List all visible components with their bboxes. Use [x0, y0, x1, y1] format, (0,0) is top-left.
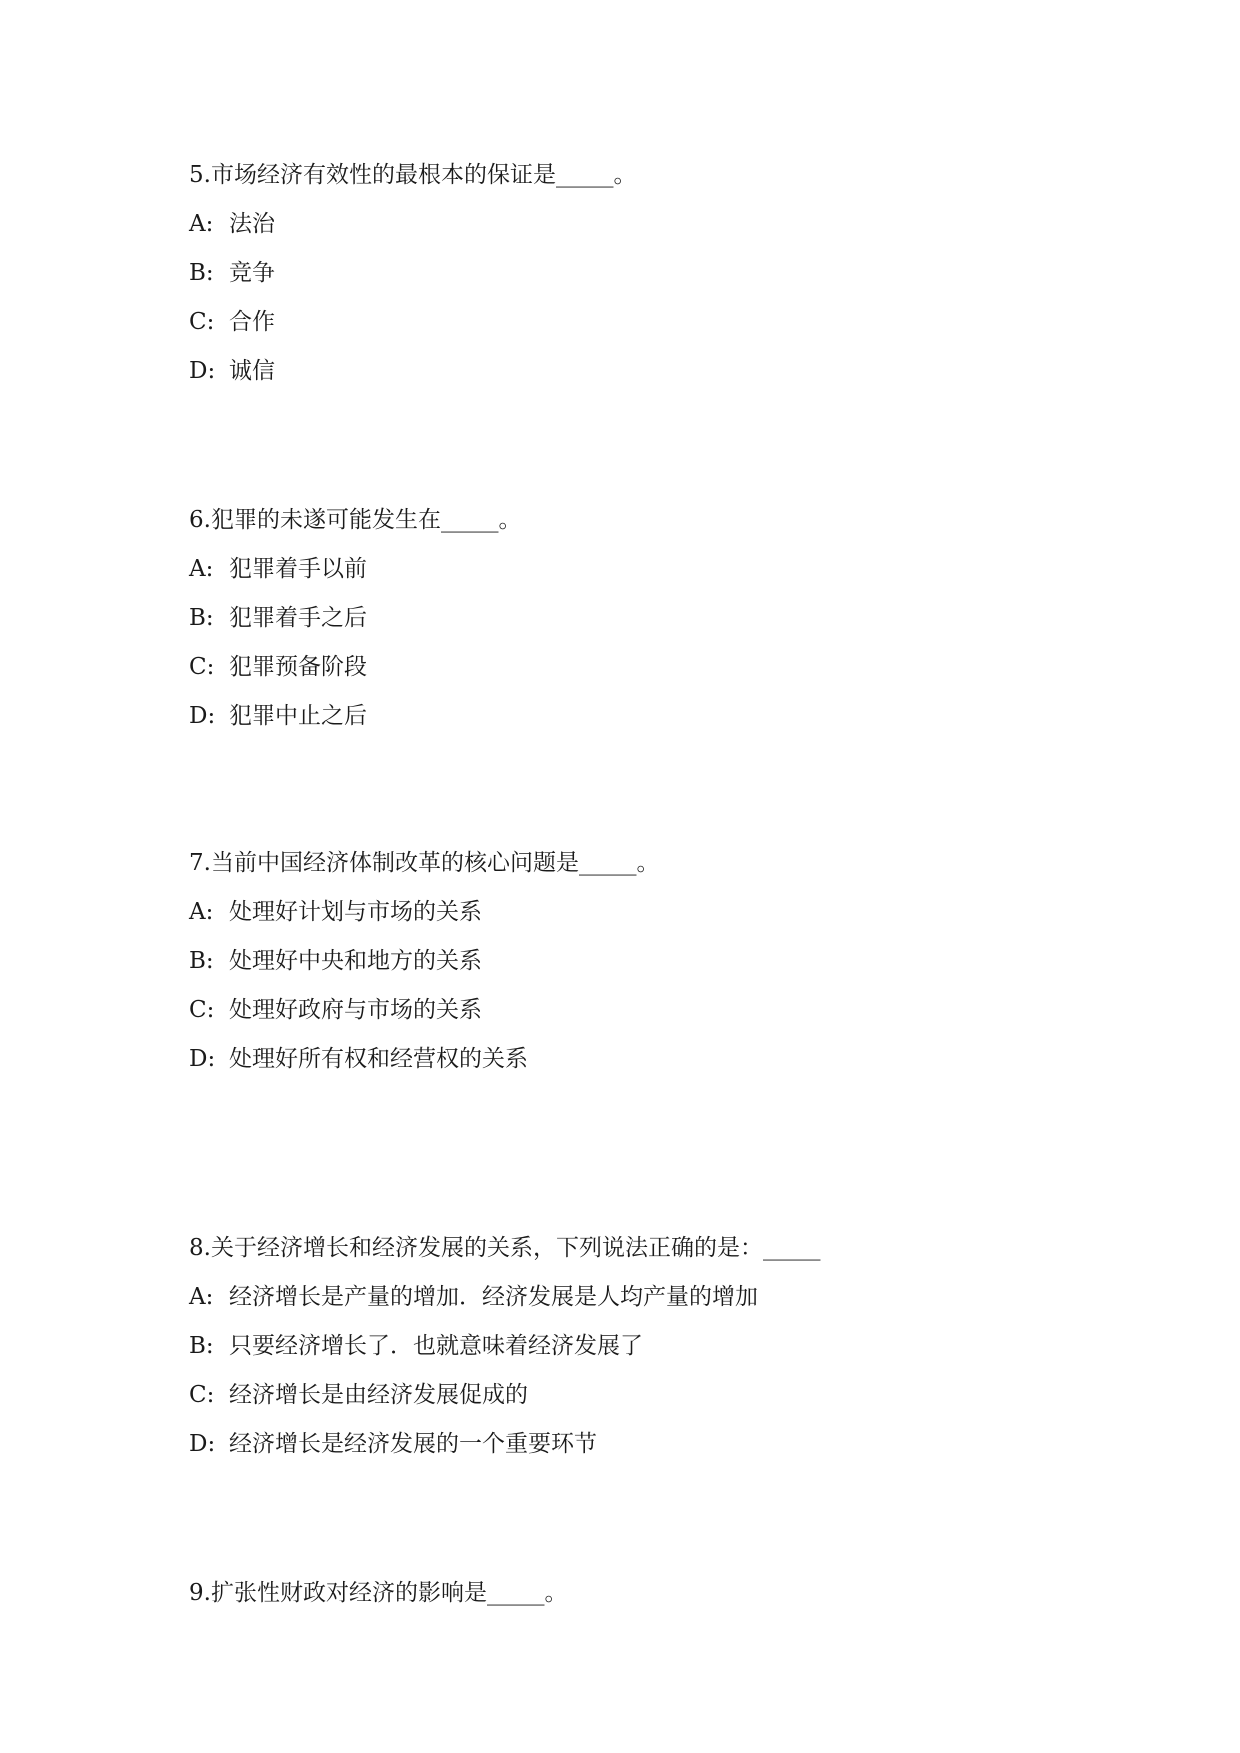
option-d — [189, 356, 1189, 386]
option-text: 法治 — [229, 211, 275, 237]
option-key: A: — [189, 1284, 214, 1310]
option-text: 犯罪预备阶段 — [229, 654, 367, 680]
option-c — [189, 1380, 1189, 1410]
option-d — [189, 1429, 1189, 1459]
option-text: 犯罪着手之后 — [229, 605, 367, 631]
option-text: 只要经济增长了．也就意味着经济发展了 — [229, 1333, 643, 1359]
option-key: C: — [189, 997, 215, 1023]
option-text: 诚信 — [229, 358, 275, 384]
question-stem: 8.关于经济增长和经济发展的关系，下列说法正确的是：_____ — [189, 1235, 821, 1261]
question-9 — [189, 1578, 1189, 1608]
option-text: 处理好计划与市场的关系 — [229, 899, 482, 925]
option-a — [189, 209, 1189, 239]
question-5 — [189, 160, 1189, 386]
question-stem: 5.市场经济有效性的最根本的保证是_____。 — [189, 162, 637, 188]
option-b — [189, 946, 1189, 976]
option-text: 处理好中央和地方的关系 — [229, 948, 482, 974]
option-text: 竞争 — [229, 260, 275, 286]
question-7 — [189, 848, 1189, 1074]
option-a — [189, 1282, 1189, 1312]
option-key: C: — [189, 654, 215, 680]
option-key: B: — [189, 1333, 214, 1359]
option-a — [189, 897, 1189, 927]
option-text: 犯罪着手以前 — [229, 556, 367, 582]
option-text: 经济增长是由经济发展促成的 — [229, 1382, 528, 1408]
question-6 — [189, 505, 1189, 731]
option-text: 处理好所有权和经营权的关系 — [229, 1046, 528, 1072]
option-key: D: — [189, 1046, 216, 1072]
question-stem: 6.犯罪的未遂可能发生在_____。 — [189, 507, 522, 533]
option-c — [189, 995, 1189, 1025]
option-text: 经济增长是产量的增加．经济发展是人均产量的增加 — [229, 1284, 758, 1310]
option-key: B: — [189, 605, 214, 631]
option-key: A: — [189, 556, 214, 582]
question-stem: 7.当前中国经济体制改革的核心问题是_____。 — [189, 850, 660, 876]
option-key: C: — [189, 1382, 215, 1408]
option-d — [189, 701, 1189, 731]
option-key: A: — [189, 211, 214, 237]
option-key: C: — [189, 309, 215, 335]
option-c — [189, 652, 1189, 682]
option-text: 经济增长是经济发展的一个重要环节 — [229, 1431, 597, 1457]
option-b — [189, 1331, 1189, 1361]
option-key: D: — [189, 1431, 216, 1457]
question-stem: 9.扩张性财政对经济的影响是_____。 — [189, 1580, 568, 1606]
option-text: 处理好政府与市场的关系 — [229, 997, 482, 1023]
question-8 — [189, 1233, 1189, 1459]
option-key: B: — [189, 260, 214, 286]
option-b — [189, 603, 1189, 633]
option-text: 犯罪中止之后 — [229, 703, 367, 729]
option-key: A: — [189, 899, 214, 925]
option-c — [189, 307, 1189, 337]
option-b — [189, 258, 1189, 288]
option-d — [189, 1044, 1189, 1074]
option-key: D: — [189, 358, 216, 384]
option-key: B: — [189, 948, 214, 974]
option-text: 合作 — [229, 309, 275, 335]
option-a — [189, 554, 1189, 584]
option-key: D: — [189, 703, 216, 729]
